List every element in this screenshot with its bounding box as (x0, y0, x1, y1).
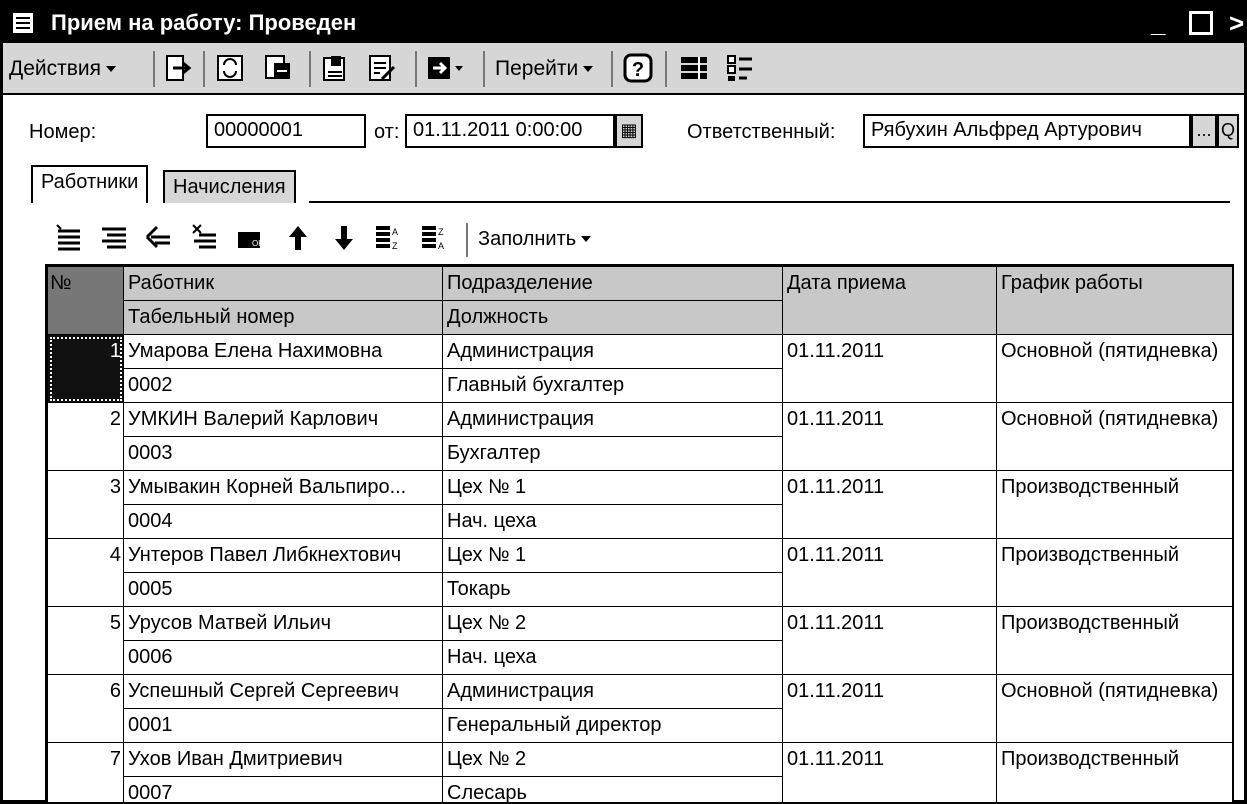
position-cell[interactable]: Нач. цеха (443, 505, 783, 539)
row-number-cell[interactable]: 4 (48, 539, 124, 607)
toolbar-divider (415, 51, 417, 87)
position-cell[interactable]: Главный бухгалтер (443, 369, 783, 403)
move-up-icon[interactable] (283, 223, 313, 253)
tab-number-cell[interactable]: 0001 (124, 709, 443, 743)
position-cell[interactable]: Генеральный директор (443, 709, 783, 743)
svg-text:Z: Z (392, 241, 398, 251)
employee-cell[interactable]: Урусов Матвей Ильич (124, 607, 443, 641)
tab-number-cell[interactable]: 0002 (124, 369, 443, 403)
table-row[interactable] (48, 607, 1235, 641)
actions-menu[interactable] (9, 51, 116, 87)
copy-row-icon[interactable] (99, 223, 129, 253)
department-cell[interactable]: Цех № 1 (443, 539, 783, 573)
window-title: Прием на работу: Проведен (51, 10, 356, 36)
table-row[interactable] (48, 675, 1235, 709)
tab-divider (309, 201, 1230, 203)
column-header-number[interactable]: № (48, 267, 124, 335)
end-edit-icon[interactable] (235, 223, 265, 253)
tab-accruals[interactable]: Начисления (163, 170, 296, 203)
hire-date-cell[interactable]: 01.11.2011 (783, 471, 997, 539)
title-bar (3, 3, 1244, 43)
chevron-down-icon (583, 66, 593, 72)
document-icon (11, 11, 35, 35)
position-cell[interactable]: Слесарь (443, 777, 783, 804)
employee-cell[interactable]: УМКИН Валерий Карлович (124, 403, 443, 437)
number-label: Номер: (29, 121, 96, 144)
department-cell[interactable]: Администрация (443, 335, 783, 369)
toolbar-divider (309, 51, 311, 87)
row-number-cell[interactable]: 6 (48, 675, 124, 743)
hire-date-cell[interactable]: 01.11.2011 (783, 743, 997, 804)
schedule-cell[interactable]: Производственный (997, 607, 1235, 675)
tab-number-cell[interactable]: 0006 (124, 641, 443, 675)
hire-date-cell[interactable]: 01.11.2011 (783, 335, 997, 403)
fill-menu[interactable] (478, 221, 591, 257)
toolbar-divider (611, 51, 613, 87)
department-cell[interactable]: Цех № 2 (443, 743, 783, 777)
edit-row-icon[interactable] (143, 223, 173, 253)
column-header-hire-date[interactable]: Дата приема (783, 267, 997, 335)
date-label: от: (374, 121, 399, 144)
tab-number-cell[interactable]: 0007 (124, 777, 443, 804)
position-cell[interactable]: Нач. цеха (443, 641, 783, 675)
based-on-icon[interactable] (425, 53, 467, 83)
responsible-label: Ответственный: (687, 121, 835, 144)
hire-date-cell[interactable]: 01.11.2011 (783, 607, 997, 675)
toolbar-divider (483, 51, 485, 87)
employee-cell[interactable]: Умарова Елена Нахимовна (124, 335, 443, 369)
svg-text:Z: Z (438, 227, 444, 237)
table-row[interactable] (48, 403, 1235, 437)
department-cell[interactable]: Цех № 2 (443, 607, 783, 641)
toolbar-divider (203, 51, 205, 87)
main-toolbar (3, 43, 1244, 95)
toolbar-divider (665, 51, 667, 87)
row-number-cell[interactable]: 1 (48, 335, 124, 403)
tab-number-cell[interactable]: 0004 (124, 505, 443, 539)
row-number-cell[interactable]: 7 (48, 743, 124, 804)
open-button[interactable]: Q (1217, 114, 1239, 148)
tab-number-cell[interactable]: 0005 (124, 573, 443, 607)
column-header-employee[interactable]: Работник (124, 267, 443, 301)
employee-cell[interactable]: Ухов Иван Дмитриевич (124, 743, 443, 777)
schedule-cell[interactable]: Производственный (997, 743, 1235, 804)
select-button[interactable]: ... (1191, 114, 1217, 148)
sort-descending-icon[interactable] (419, 223, 449, 253)
sort-ascending-icon[interactable] (373, 223, 403, 253)
table-row[interactable] (48, 471, 1235, 505)
position-cell[interactable]: Бухгалтер (443, 437, 783, 471)
employee-cell[interactable]: Умывакин Корней Вальпиро... (124, 471, 443, 505)
chevron-down-icon (581, 236, 591, 242)
add-row-icon[interactable] (53, 223, 83, 253)
minimize-button[interactable]: _ (1151, 8, 1165, 39)
tab-number-cell[interactable]: 0003 (124, 437, 443, 471)
schedule-cell[interactable]: Основной (пятидневка) (997, 675, 1235, 743)
table-row[interactable] (48, 335, 1235, 369)
move-down-icon[interactable] (329, 223, 359, 253)
fill-label: Заполнить (478, 228, 576, 251)
svg-text:OK: OK (252, 239, 264, 248)
list-view-icon[interactable] (679, 53, 709, 83)
schedule-cell[interactable]: Производственный (997, 471, 1235, 539)
chevron-down-icon (106, 66, 116, 72)
number-field[interactable]: 00000001 (206, 114, 366, 148)
goto-label: Перейти (495, 57, 578, 81)
delete-row-icon[interactable] (189, 223, 219, 253)
schedule-cell[interactable]: Основной (пятидневка) (997, 403, 1235, 471)
department-cell[interactable]: Цех № 1 (443, 471, 783, 505)
row-number-cell[interactable]: 3 (48, 471, 124, 539)
table-row[interactable] (48, 539, 1235, 573)
responsible-field[interactable]: Рябухин Альфред Артурович (863, 114, 1191, 148)
post-document-icon[interactable] (263, 53, 293, 83)
structure-icon[interactable] (725, 53, 755, 83)
position-cell[interactable]: Токарь (443, 573, 783, 607)
post-and-close-icon[interactable] (163, 53, 193, 83)
goto-menu[interactable] (495, 51, 593, 87)
date-field[interactable]: 01.11.2011 0:00:00 (405, 114, 615, 148)
close-icon[interactable]: > (1229, 8, 1244, 39)
hire-date-cell[interactable]: 01.11.2011 (783, 675, 997, 743)
hire-date-cell[interactable]: 01.11.2011 (783, 403, 997, 471)
column-header-schedule[interactable]: График работы (997, 267, 1235, 335)
schedule-cell[interactable]: Производственный (997, 539, 1235, 607)
refresh-icon[interactable] (215, 53, 245, 83)
edit-document-icon[interactable] (367, 53, 397, 83)
schedule-cell[interactable]: Основной (пятидневка) (997, 335, 1235, 403)
employee-cell[interactable]: Унтеров Павел Либкнехтович (124, 539, 443, 573)
row-number-cell[interactable]: 2 (48, 403, 124, 471)
table-row[interactable] (48, 743, 1235, 777)
actions-label: Действия (9, 57, 101, 81)
row-number-cell[interactable]: 5 (48, 607, 124, 675)
svg-text:A: A (392, 227, 398, 237)
movement-report-icon[interactable] (321, 53, 351, 83)
help-icon[interactable] (623, 53, 653, 83)
department-cell[interactable]: Администрация (443, 675, 783, 709)
column-header-department[interactable]: Подразделение (443, 267, 783, 301)
employees-table[interactable] (45, 264, 1234, 804)
maximize-button[interactable] (1189, 11, 1213, 35)
tab-employees[interactable]: Работники (31, 165, 148, 203)
hire-date-cell[interactable]: 01.11.2011 (783, 539, 997, 607)
toolbar-divider (153, 51, 155, 87)
svg-text:A: A (438, 241, 444, 251)
column-header-position[interactable]: Должность (443, 301, 783, 335)
svg-text:?: ? (632, 59, 644, 81)
toolbar-divider (466, 223, 468, 257)
department-cell[interactable]: Администрация (443, 403, 783, 437)
employee-cell[interactable]: Успешный Сергей Сергеевич (124, 675, 443, 709)
column-header-tab-number[interactable]: Табельный номер (124, 301, 443, 335)
calendar-icon[interactable]: ▦ (615, 114, 643, 148)
